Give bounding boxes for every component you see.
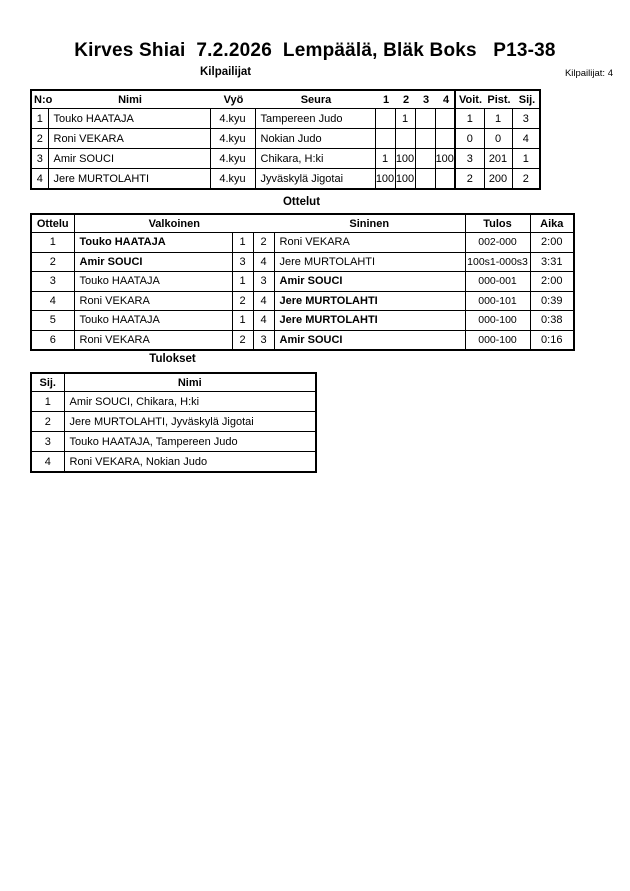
- score-cell: 100: [375, 169, 395, 190]
- match-result: 002-000: [465, 233, 530, 253]
- header-match: Ottelu: [31, 214, 74, 233]
- competitor-no: 1: [31, 109, 48, 129]
- competitors-header-left: [31, 90, 455, 109]
- score-cell: [435, 169, 455, 190]
- competitors-header-row: [31, 90, 540, 109]
- score-cell: [415, 129, 435, 149]
- competitor-belt: 4.kyu: [210, 169, 255, 190]
- page-title: Kirves Shiai 7.2.2026 Lempäälä, Bläk Boks P13-38: [74, 40, 556, 61]
- competitor-points: 1: [484, 109, 512, 129]
- result-row: [31, 392, 316, 412]
- header-no: N:o: [34, 93, 53, 106]
- score-cell: [415, 169, 435, 190]
- competitors-table: [30, 89, 541, 190]
- white-number: 3: [232, 252, 253, 272]
- header-white: Valkoinen: [74, 214, 274, 233]
- blue-name: Jere MURTOLAHTI: [274, 291, 465, 311]
- results-header-row: [31, 373, 316, 392]
- white-number: 1: [232, 233, 253, 253]
- score-cell: [435, 109, 455, 129]
- white-number: 2: [232, 291, 253, 311]
- competitor-wins: 1: [455, 109, 484, 129]
- white-name: Roni VEKARA: [74, 291, 232, 311]
- match-time: 3:31: [530, 252, 574, 272]
- score-cell: [435, 129, 455, 149]
- competitor-club: Jyväskylä Jigotai: [255, 169, 375, 190]
- match-result: 000-001: [465, 272, 530, 292]
- match-row: [31, 311, 574, 331]
- blue-name: Amir SOUCI: [274, 272, 465, 292]
- competitor-name: Touko HAATAJA: [48, 109, 210, 129]
- competitor-place: 3: [512, 109, 540, 129]
- competitor-no: 2: [31, 129, 48, 149]
- competitor-place: 4: [512, 129, 540, 149]
- competitor-wins: 2: [455, 169, 484, 190]
- result-name: Jere MURTOLAHTI, Jyväskylä Jigotai: [64, 412, 316, 432]
- blue-name: Roni VEKARA: [274, 233, 465, 253]
- competitor-place: 2: [512, 169, 540, 190]
- result-place: 2: [31, 412, 64, 432]
- result-row: [31, 412, 316, 432]
- white-name: Touko HAATAJA: [74, 233, 232, 253]
- matches-table: [30, 213, 575, 351]
- score-cell: [375, 109, 395, 129]
- match-time: 2:00: [530, 233, 574, 253]
- competitor-no: 3: [31, 149, 48, 169]
- header-place: Sij.: [31, 373, 64, 392]
- header-club: Seura: [300, 93, 332, 106]
- score-cell: [395, 129, 415, 149]
- match-time: 2:00: [530, 272, 574, 292]
- match-time: 0:38: [530, 311, 574, 331]
- match-no: 3: [31, 272, 74, 292]
- score-cell: [415, 149, 435, 169]
- score-cell: 1: [375, 149, 395, 169]
- score-cell: 1: [395, 109, 415, 129]
- score-cell: [415, 109, 435, 129]
- header-name: Nimi: [64, 373, 316, 392]
- header-result: Tulos: [465, 214, 530, 233]
- competitors-heading: Kilpailijat: [200, 66, 252, 78]
- blue-name: Jere MURTOLAHTI: [274, 311, 465, 331]
- result-name: Touko HAATAJA, Tampereen Judo: [64, 432, 316, 452]
- competitor-row: [31, 149, 540, 169]
- header-place: Sij.: [518, 93, 536, 106]
- competitor-no: 4: [31, 169, 48, 190]
- header-points: Pist.: [487, 93, 511, 106]
- competitor-row: [31, 109, 540, 129]
- white-number: 1: [232, 272, 253, 292]
- competitor-club: Chikara, H:ki: [255, 149, 375, 169]
- result-name: Roni VEKARA, Nokian Judo: [64, 452, 316, 473]
- competitor-club: Tampereen Judo: [255, 109, 375, 129]
- competitor-points: 200: [484, 169, 512, 190]
- results-heading: Tulokset: [149, 353, 196, 365]
- competitor-name: Amir SOUCI: [48, 149, 210, 169]
- result-name: Amir SOUCI, Chikara, H:ki: [64, 392, 316, 412]
- score-cell: 100: [435, 149, 455, 169]
- blue-number: 4: [253, 311, 274, 331]
- competitor-belt: 4.kyu: [210, 129, 255, 149]
- match-no: 1: [31, 233, 74, 253]
- result-row: [31, 452, 316, 473]
- competitor-points: 0: [484, 129, 512, 149]
- competitor-points: 201: [484, 149, 512, 169]
- score-cell: 100: [395, 149, 415, 169]
- match-time: 0:39: [530, 291, 574, 311]
- result-place: 4: [31, 452, 64, 473]
- result-place: 1: [31, 392, 64, 412]
- header-name: Nimi: [118, 93, 142, 106]
- blue-name: Jere MURTOLAHTI: [274, 252, 465, 272]
- competitor-wins: 3: [455, 149, 484, 169]
- competitor-wins: 0: [455, 129, 484, 149]
- match-time: 0:16: [530, 330, 574, 350]
- header-score-3: 3: [422, 93, 430, 106]
- match-result: 100s1-000s3: [465, 252, 530, 272]
- competitor-row: [31, 169, 540, 190]
- match-no: 4: [31, 291, 74, 311]
- match-row: [31, 233, 574, 253]
- header-score-2: 2: [402, 93, 410, 106]
- header-wins: Voit.: [458, 93, 482, 106]
- white-name: Touko HAATAJA: [74, 311, 232, 331]
- competitor-name: Jere MURTOLAHTI: [48, 169, 210, 190]
- score-cell: [375, 129, 395, 149]
- competitors-count-label: Kilpailijat: 4: [564, 68, 613, 79]
- blue-number: 2: [253, 233, 274, 253]
- competitor-place: 1: [512, 149, 540, 169]
- score-cell: 100: [395, 169, 415, 190]
- match-no: 5: [31, 311, 74, 331]
- header-score-4: 4: [442, 93, 450, 106]
- white-name: Amir SOUCI: [74, 252, 232, 272]
- result-row: [31, 432, 316, 452]
- header-blue: Sininen: [274, 214, 465, 233]
- competitor-club: Nokian Judo: [255, 129, 375, 149]
- result-place: 3: [31, 432, 64, 452]
- match-no: 6: [31, 330, 74, 350]
- white-number: 1: [232, 311, 253, 331]
- match-row: [31, 330, 574, 350]
- header-belt: Vyö: [223, 93, 244, 106]
- competitor-name: Roni VEKARA: [48, 129, 210, 149]
- white-name: Touko HAATAJA: [74, 272, 232, 292]
- blue-number: 3: [253, 330, 274, 350]
- competitor-row: [31, 129, 540, 149]
- results-table: [30, 372, 317, 473]
- blue-number: 4: [253, 291, 274, 311]
- blue-number: 3: [253, 272, 274, 292]
- matches-heading: Ottelut: [282, 196, 321, 208]
- match-row: [31, 291, 574, 311]
- match-row: [31, 272, 574, 292]
- competitor-belt: 4.kyu: [210, 109, 255, 129]
- blue-name: Amir SOUCI: [274, 330, 465, 350]
- match-row: [31, 252, 574, 272]
- competitor-belt: 4.kyu: [210, 149, 255, 169]
- match-no: 2: [31, 252, 74, 272]
- blue-number: 4: [253, 252, 274, 272]
- competitors-header-right: [455, 90, 540, 109]
- white-number: 2: [232, 330, 253, 350]
- match-result: 000-101: [465, 291, 530, 311]
- header-score-1: 1: [382, 93, 390, 106]
- match-result: 000-100: [465, 330, 530, 350]
- header-time: Aika: [530, 214, 574, 233]
- match-result: 000-100: [465, 311, 530, 331]
- white-name: Roni VEKARA: [74, 330, 232, 350]
- matches-header-row: [31, 214, 574, 233]
